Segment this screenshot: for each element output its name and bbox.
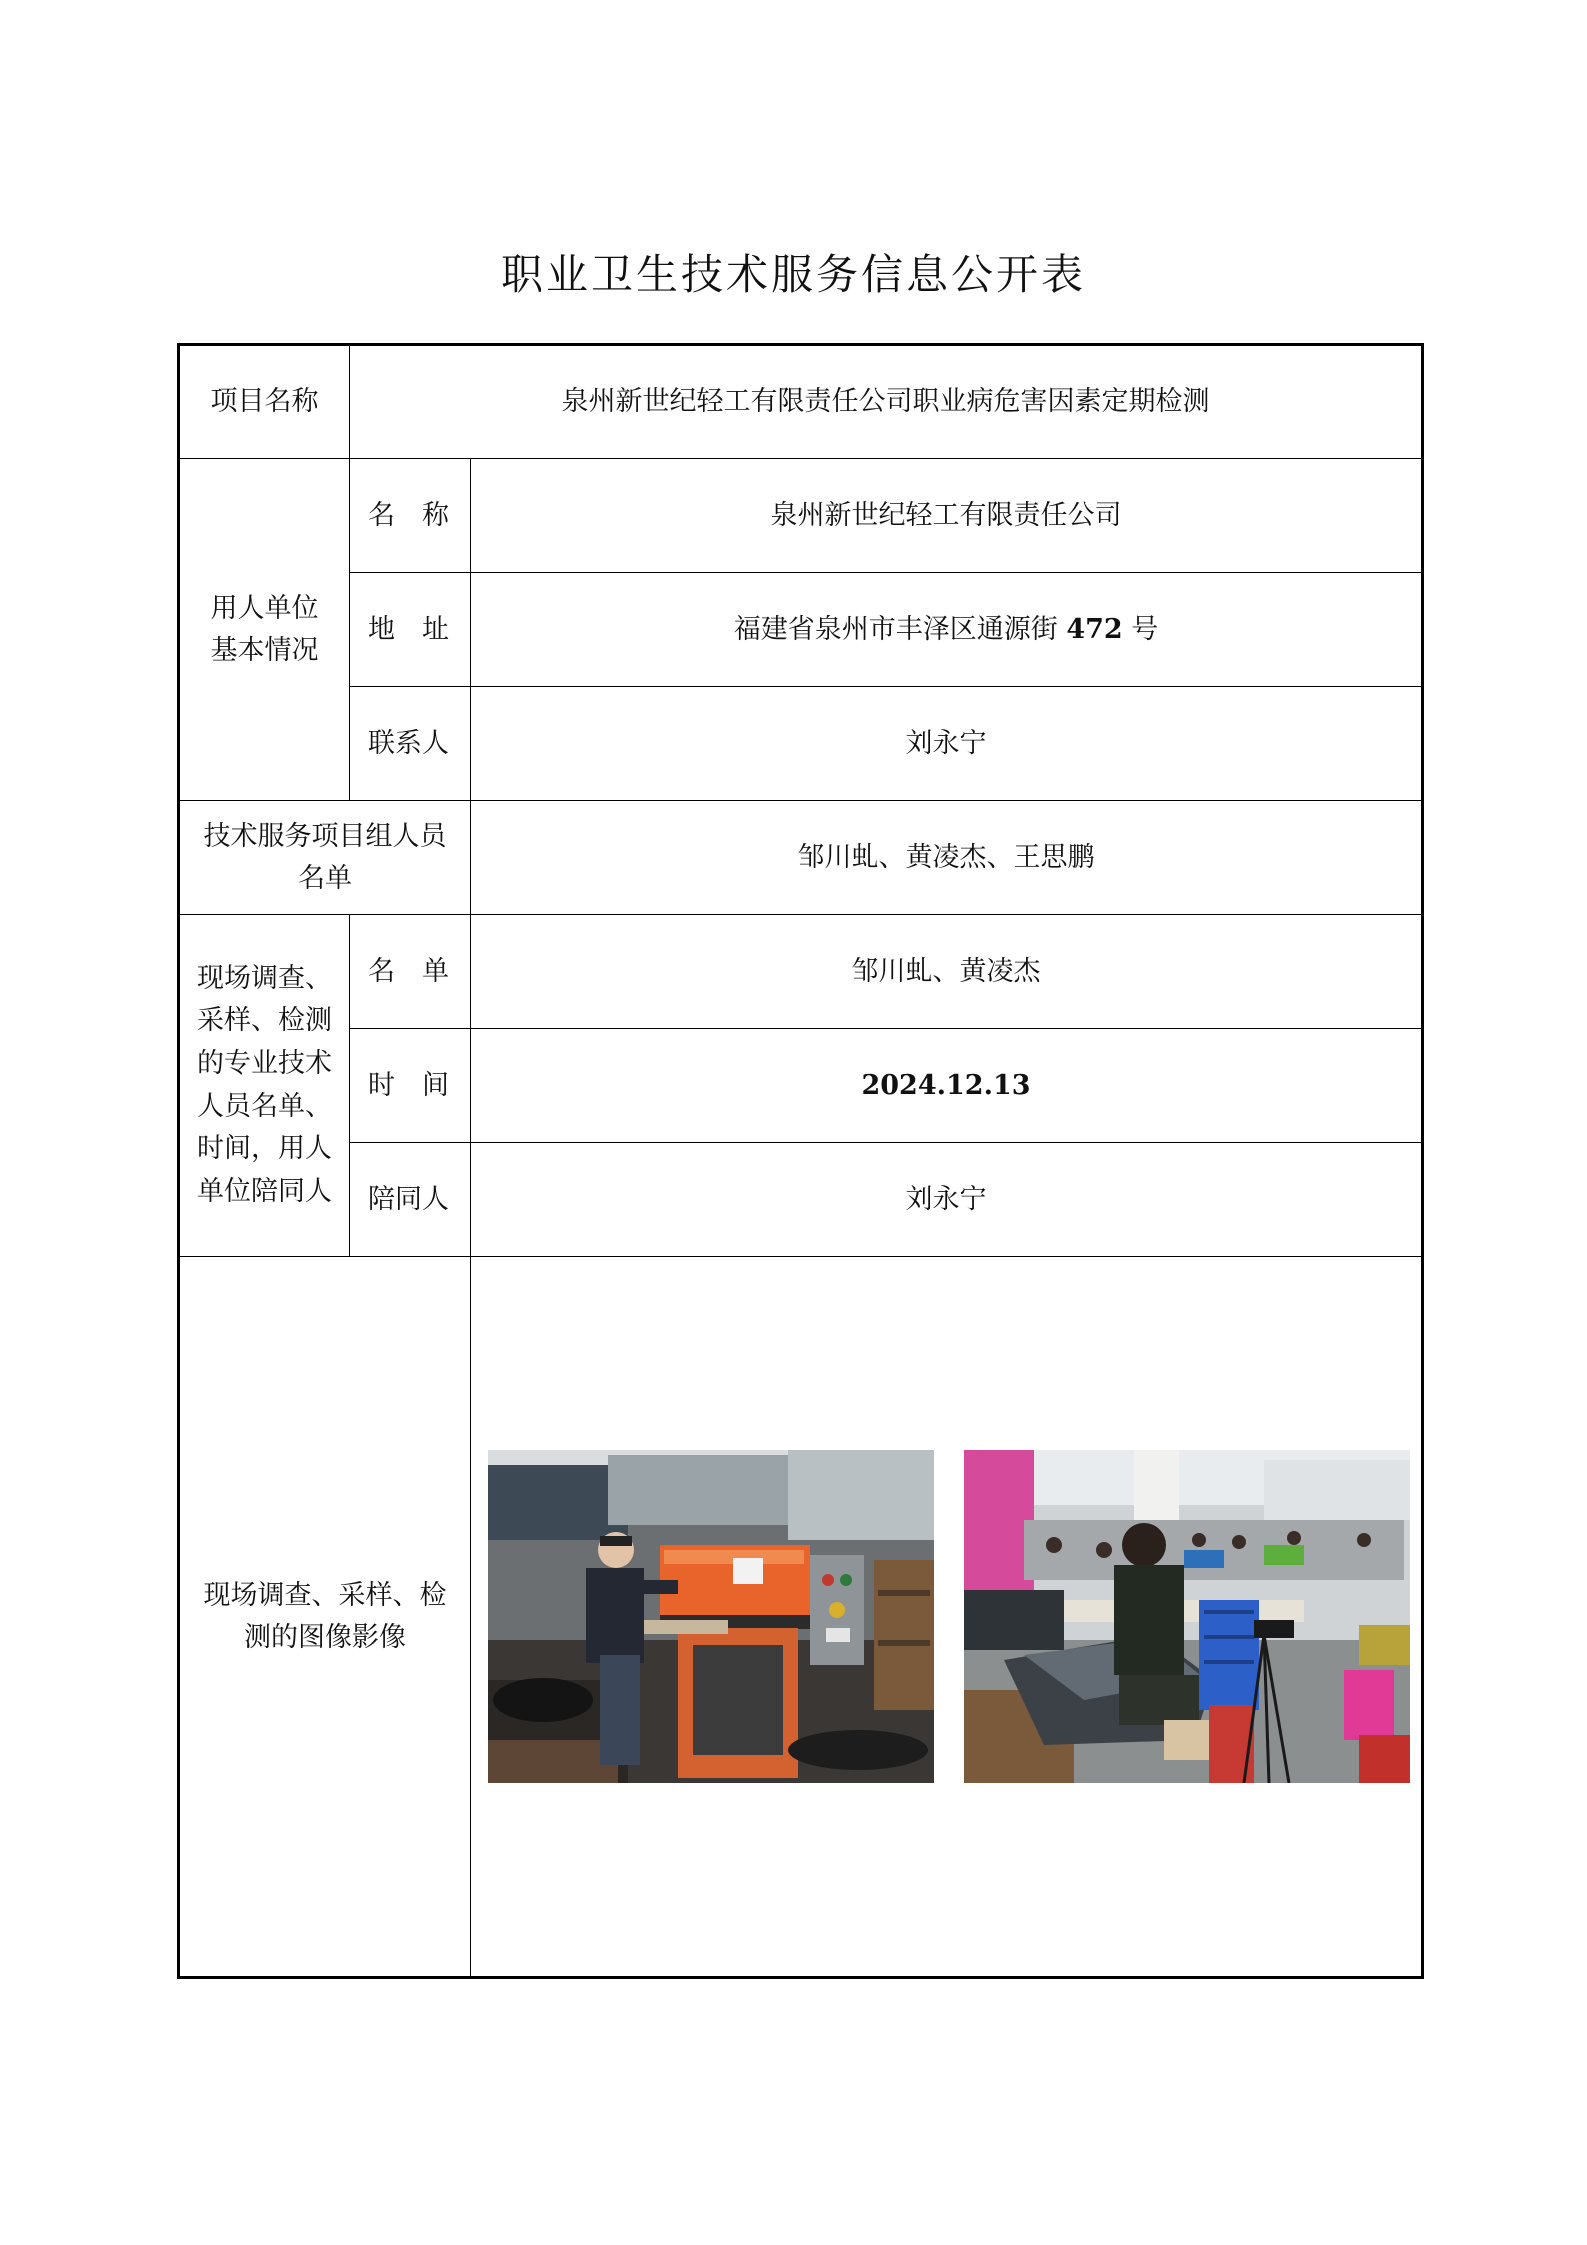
row-employer-address	[179, 573, 1423, 687]
field-group-label-line: 采样、检测	[197, 1005, 332, 1037]
field-names-label: 名 单	[350, 915, 471, 1029]
employer-name-label: 名 称	[350, 459, 471, 573]
images-cell	[471, 1257, 1423, 1978]
row-employer-name	[179, 459, 1423, 573]
cutting-press-photo	[488, 1450, 934, 1783]
team-label-line2: 名单	[298, 862, 352, 894]
employer-contact-value: 刘永宁	[471, 687, 1423, 801]
field-group-label-line: 人员名单、	[197, 1090, 332, 1122]
field-time-label: 时 间	[350, 1029, 471, 1143]
page-title: 职业卫生技术服务信息公开表	[500, 250, 1086, 299]
photo-gallery	[471, 1450, 1421, 1783]
info-table	[177, 343, 1424, 1979]
row-team	[179, 801, 1423, 915]
employer-address-value: 福建省泉州市丰泽区通源街 472 号	[471, 573, 1423, 687]
employer-contact-label: 联系人	[350, 687, 471, 801]
employer-name-value: 泉州新世纪轻工有限责任公司	[471, 459, 1423, 573]
row-employer-contact	[179, 687, 1423, 801]
field-time-value: 2024.12.13	[471, 1029, 1423, 1143]
field-group-label-line: 的专业技术	[197, 1047, 332, 1079]
project-label: 项目名称	[179, 345, 350, 459]
employer-group-label	[179, 459, 350, 801]
row-images	[179, 1257, 1423, 1978]
field-names-value: 邹川虬、黄凌杰	[471, 915, 1423, 1029]
images-label	[179, 1257, 471, 1978]
images-label-line2: 测的图像影像	[244, 1621, 406, 1653]
team-label	[179, 801, 471, 915]
field-escort-value: 刘永宁	[471, 1143, 1423, 1257]
field-group-label	[179, 915, 350, 1257]
project-value: 泉州新世纪轻工有限责任公司职业病危害因素定期检测	[350, 345, 1423, 459]
images-label-line1: 现场调查、采样、检	[203, 1579, 447, 1611]
row-project	[179, 345, 1423, 459]
employer-group-label-line1: 用人单位	[210, 592, 319, 624]
team-value: 邹川虬、黄凌杰、王思鹏	[471, 801, 1423, 915]
field-group-label-line: 现场调查、	[197, 962, 332, 994]
field-group-label-line: 单位陪同人	[197, 1175, 332, 1207]
row-field-names	[179, 915, 1423, 1029]
row-field-escort	[179, 1143, 1423, 1257]
employer-group-label-line2: 基本情况	[210, 634, 319, 666]
sewing-workshop-photo	[964, 1450, 1410, 1783]
row-field-time	[179, 1029, 1423, 1143]
field-escort-label: 陪同人	[350, 1143, 471, 1257]
employer-address-label: 地 址	[350, 573, 471, 687]
field-group-label-line: 时间，用人	[197, 1133, 332, 1165]
team-label-line1: 技术服务项目组人员	[203, 820, 447, 852]
